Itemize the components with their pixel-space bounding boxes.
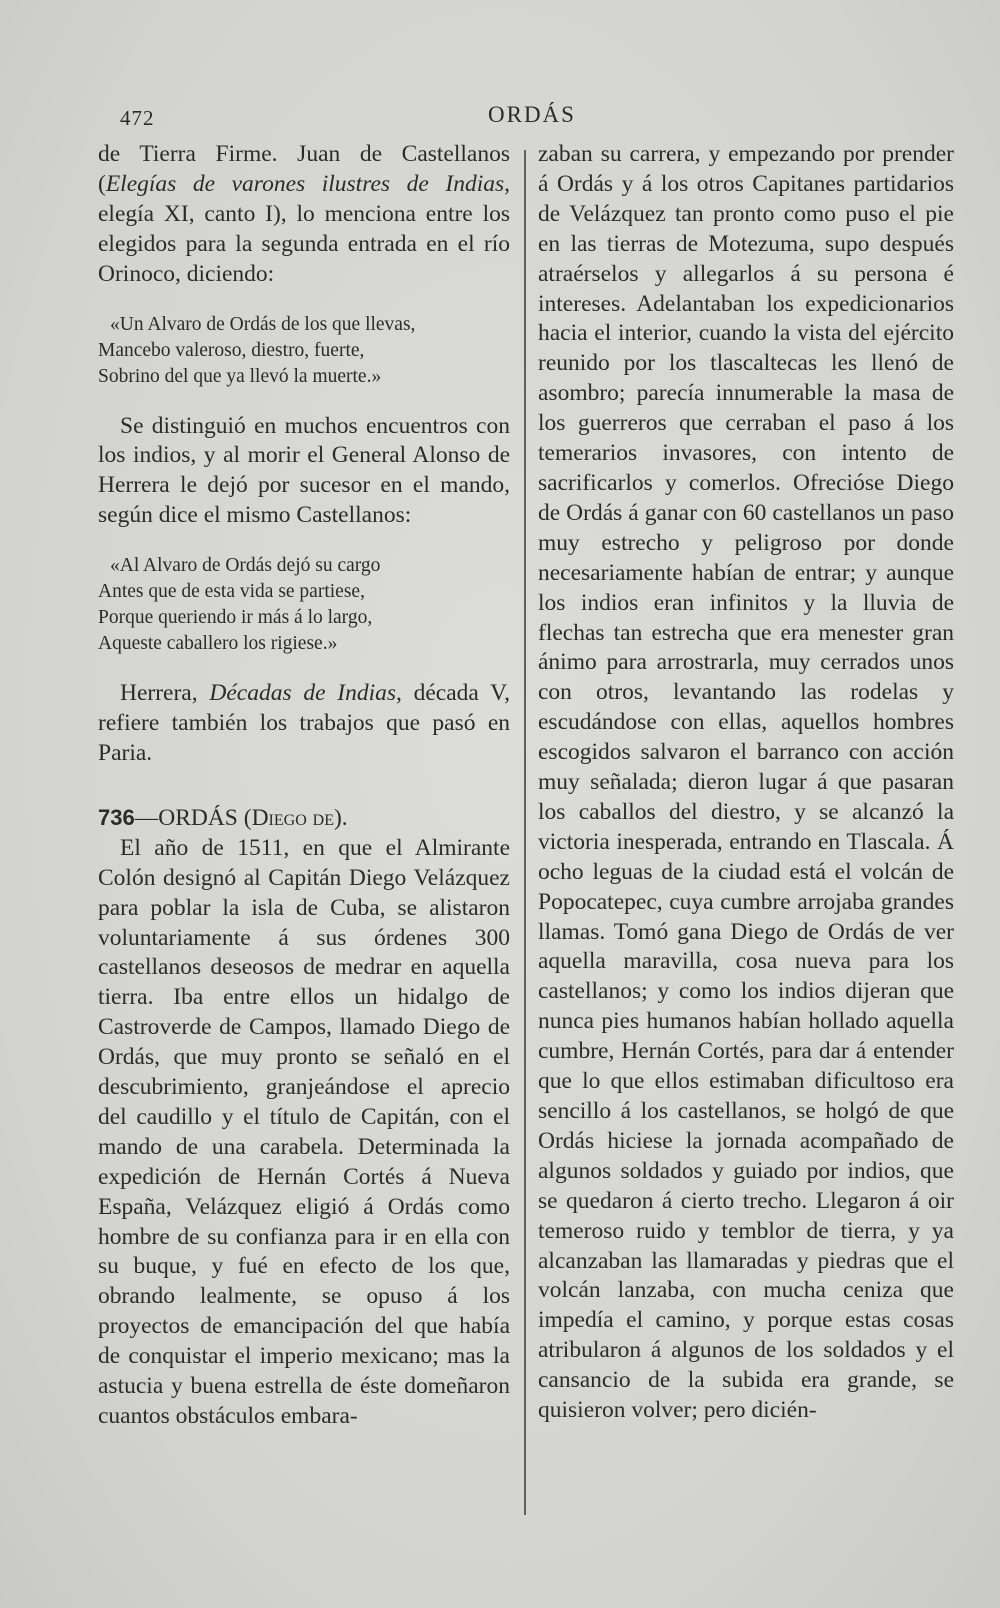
right-column: [538, 140, 954, 1426]
column-divider: [524, 150, 526, 1515]
entry-heading: 736—ORDÁS (Diego de).: [98, 804, 348, 831]
running-head: ORDÁS: [488, 102, 576, 127]
verse-line: Porque queriendo ir más á lo largo,: [98, 607, 373, 629]
verse-line: Mancebo valeroso, diestro, fuerte,: [98, 339, 365, 361]
paragraph-herrera-successor: Se distinguió en muchos encuentros con los indios, y al morir el General Alonso de Herrera le dejó por sucesor en el mando, según dice el mismo Castellanos:: [98, 412, 510, 529]
entry-name: Diego de: [251, 804, 334, 831]
paragraph-cortes-expedition: zaban su carrera, y empezando por prender á Ordás y á los otros Capitanes partidarios de Velázquez tan pronto como puso el pie en las tierras de Motezuma, supo después atraérselos y allegarlos á su persona é intereses. Adelantaban los expedicionarios hacia el interior, cuando la vista del ejército reunido por los tlascaltecas les llenó de asombro; parecía innumerable la masa de los guerreros que cerraban el paso á los temerarios invasores, con intento de sacrificarlos y comerlos. Ofrecióse Diego de Ordás á ganar con 60 castellanos un paso muy estrecho y peligroso por donde necesariamente habían de entrar; y aunque los indios eran infinitos y la lluvia de flechas tan estrecha que era menester gran ánimo para arrostrarla, muy cerrados unos con otros, levantando las rodelas y escudándose con ellas, aquellos hombres escogidos salvaron el barranco con acción muy señalada; dieron lugar á que pasaran los caballos del diestro, y se alcanzó la victoria inesperada, entrando en Tlascala. Á ocho leguas de la ciudad está el volcán de Popocatepec, cuya cumbre arrojaba grandes llamas. Tomó gana Diego de Ordás de ver aquella maravilla, cosa nueva para los castellanos; y como los indios dijeran que nunca pies humanos habían hollado aquella cumbre, Hernán Cortés, para dar á entender que lo que ellos estimaban dificultoso era sencillo á los castellanos, se holgó de que Ordás hiciese la jornada acompañado de algunos soldados y guiado por indios, que se quedaron á cierto trecho. Llegaron á oir temeroso ruido y temblor de tierra, y ya alcanzaban las llamaradas y piedras que el volcán lanzaba, con mucha ceniza que impedía el camino, y porque estas cosas atribularon á algunos de los soldados y el cansancio de la subida era grande, se quisieron volver; pero dicién-: [538, 141, 954, 1424]
work-title: Décadas de Indias: [209, 680, 396, 707]
verse-line: Antes que de esta vida se partiese,: [98, 581, 365, 603]
work-title: Elegías de varones ilustres de Indias: [105, 170, 505, 197]
verse-line: Sobrino del que ya llevó la muerte.»: [98, 365, 382, 387]
paragraph-castellanos: de Tierra Firme. Juan de Castellanos (Elegías de varones ilustres de Indias, elegía XI, canto I), lo menciona entre los elegidos para la segunda entrada en el río Orinoco, diciendo:: [98, 141, 510, 287]
verse-quote-1: [98, 312, 510, 390]
page-number: 472: [120, 106, 155, 130]
verse-line: «Un Alvaro de Ordás de los que llevas,: [110, 313, 416, 335]
paragraph-decadas: Herrera, Décadas de Indias, década V, refiere también los trabajos que pasó en Paria.: [98, 680, 510, 766]
verse-quote-2: [98, 553, 510, 657]
verse-line: «Al Alvaro de Ordás dejó su cargo: [110, 555, 381, 577]
verse-line: Aqueste caballero los rigiese.»: [98, 633, 338, 655]
left-column: [98, 140, 510, 1432]
paragraph-diego-ordas: El año de 1511, en que el Almirante Colón designó al Capitán Diego Velázquez para poblar la isla de Cuba, se alistaron voluntariamente á sus órdenes 300 castellanos deseosos de medrar en aquella tierra. Iba entre ellos un hidalgo de Castroverde de Campos, llamado Diego de Ordás, que muy pronto se señaló en el descubrimiento, granjeándose el aprecio del caudillo y el título de Capitán, con el mando de una carabela. Determinada la expedición de Hernán Cortés á Nueva España, Velázquez eligió á Ordás como hombre de su confianza para ir en ella con su buque, y fué en efecto de los que, obrando lealmente, se opuso á los proyectos de emancipación del que había de conquistar el imperio mexicano; mas la astucia y buena estrella de éste domeñaron cuantos obstáculos embara-: [98, 834, 510, 1429]
entry-number: 736: [98, 804, 135, 830]
